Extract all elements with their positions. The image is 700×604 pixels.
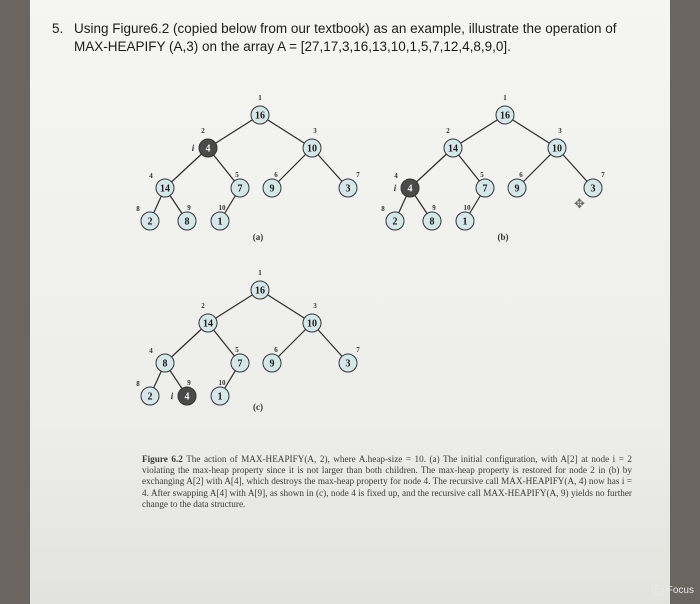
heap-tree-3: [136, 269, 360, 412]
heap-node-index: 9: [187, 379, 191, 387]
heap-node-value: 16: [255, 110, 265, 122]
heap-node-index: 4: [149, 347, 153, 355]
focus-button[interactable]: [652, 585, 694, 596]
heap-node-value: 14: [203, 318, 213, 330]
figure-caption: [142, 454, 632, 510]
heap-node-index: 4: [394, 172, 398, 180]
heap-node-value: 2: [392, 216, 398, 228]
heap-node-index: 7: [601, 171, 605, 179]
heap-node-value: 3: [345, 358, 351, 370]
heap-node-value: 2: [147, 216, 153, 228]
heap-node-index: 10: [218, 379, 226, 387]
heap-node-index: 3: [313, 127, 317, 135]
heap-node-value: 9: [269, 358, 275, 370]
heap-node-value: 10: [552, 143, 562, 155]
tree-label: (c): [253, 402, 263, 412]
heap-node-index: 9: [187, 204, 191, 212]
heap-node-index: 2: [201, 302, 205, 310]
heap-node-index: 10: [218, 204, 226, 212]
heap-figure: [30, 80, 670, 430]
tree-label: (b): [497, 232, 509, 242]
heap-node-index: 5: [235, 171, 239, 179]
heap-node-value: 7: [237, 183, 243, 195]
heap-figure-svg: [30, 80, 670, 430]
heap-node-value: 9: [269, 183, 275, 195]
heap-tree-2: [381, 94, 605, 242]
heap-node-value: 1: [217, 216, 223, 228]
heap-node-index: 2: [446, 127, 450, 135]
pointer-i-label: i: [393, 183, 397, 193]
caption-text: The action of MAX-HEAPIFY(A, 2), where A.heap-size = 10. (a) The initial configuration, with A[2] at node i = 2 violating the max-heap property since it is not larger than both children. The max-heap property is restored for node 2 in (b) by exchanging A[2] with A[4], which destroys the max-heap property for node 4. The recursive call MAX-HEAPIFY(A, 4) now has i = 4. After swapping A[4] with A[9], as shown in (c), node 4 is fixed up, and the recursive call MAX-HEAPIFY(A, 9) yields no further change to the data structure.: [142, 454, 633, 509]
heap-node-index: 6: [274, 171, 278, 179]
heap-node-value: 8: [429, 216, 435, 228]
document-page: [30, 0, 670, 604]
focus-icon: [652, 585, 664, 596]
heap-node-index: 8: [381, 205, 385, 213]
heap-node-index: 4: [149, 172, 153, 180]
question-text: Using Figure6.2 (copied below from our textbook) as an example, illustrate the operation of MAX-HEAPIFY (A,3) on the array A = [27,17,3,16,13,10,1,5,7,12,4,8,9,0].: [74, 21, 617, 54]
heap-node-value: 16: [255, 285, 265, 297]
heap-node-value: 3: [345, 183, 351, 195]
heap-node-value: 14: [160, 183, 170, 195]
heap-node-value: 10: [307, 318, 317, 330]
heap-node-value: 4: [184, 391, 190, 403]
question-number: 5.: [52, 21, 64, 36]
heap-node-index: 5: [480, 171, 484, 179]
heap-node-index: 10: [463, 204, 471, 212]
heap-node-index: 3: [313, 302, 317, 310]
heap-node-index: 1: [503, 94, 507, 102]
heap-node-index: 1: [258, 269, 262, 277]
heap-node-value: 4: [407, 183, 413, 195]
pointer-i-label: i: [191, 143, 195, 153]
heap-node-index: 7: [356, 346, 360, 354]
heap-node-index: 2: [201, 127, 205, 135]
heap-node-value: 8: [184, 216, 190, 228]
cursor-icon: ✥: [574, 196, 585, 211]
heap-node-value: 9: [514, 183, 520, 195]
focus-label: Focus: [666, 585, 694, 596]
heap-tree-1: [136, 94, 360, 242]
heap-node-index: 3: [558, 127, 562, 135]
heap-node-value: 1: [462, 216, 468, 228]
heap-node-index: 9: [432, 204, 436, 212]
heap-node-index: 5: [235, 346, 239, 354]
heap-node-value: 7: [482, 183, 488, 195]
heap-node-value: 10: [307, 143, 317, 155]
heap-node-value: 2: [147, 391, 153, 403]
heap-node-index: 6: [274, 346, 278, 354]
heap-node-value: 1: [217, 391, 223, 403]
pointer-i-label: i: [170, 391, 174, 401]
tree-label: (a): [252, 232, 264, 242]
heap-node-value: 8: [162, 358, 168, 370]
heap-node-value: 16: [500, 110, 510, 122]
heap-node-value: 4: [205, 143, 211, 155]
heap-node-index: 8: [136, 380, 140, 388]
heap-node-value: 7: [237, 358, 243, 370]
heap-node-value: 14: [448, 143, 458, 155]
heap-node-index: 7: [356, 171, 360, 179]
heap-node-index: 6: [519, 171, 523, 179]
heap-node-index: 8: [136, 205, 140, 213]
heap-node-index: 1: [258, 94, 262, 102]
heap-node-value: 3: [590, 183, 596, 195]
caption-head: Figure 6.2: [142, 454, 183, 464]
